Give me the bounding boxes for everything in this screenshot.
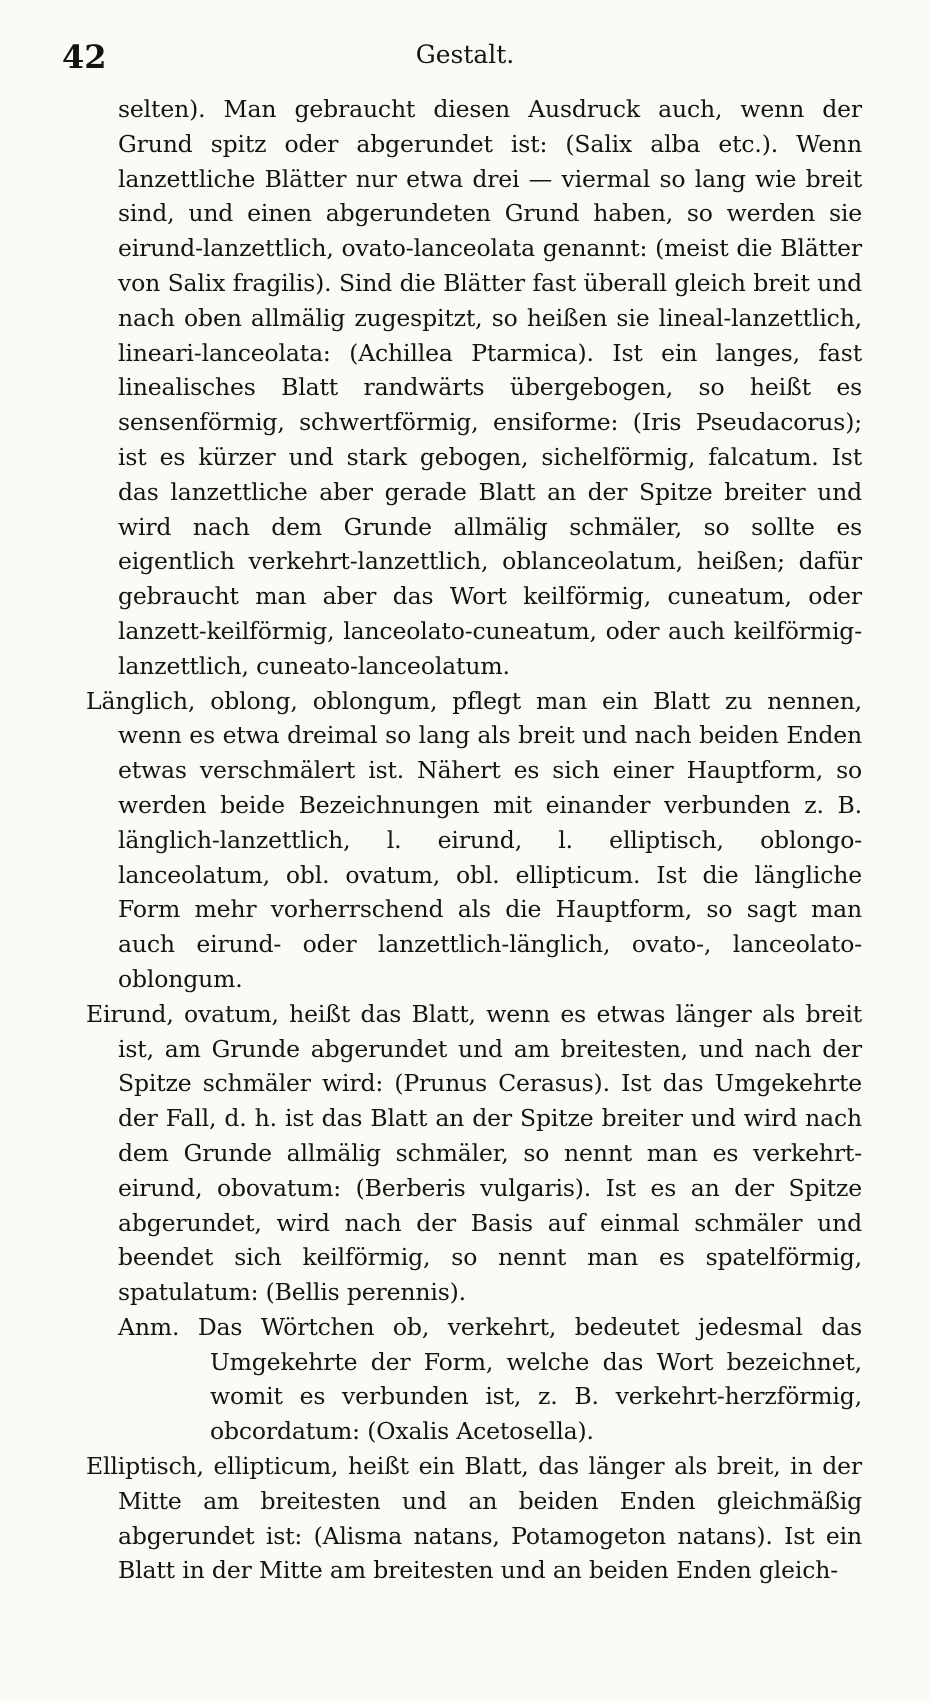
paragraph-laenglich: Länglich, oblong, oblongum, pflegt man ein Blatt zu nennen, wenn es etwa dreimal so lang als breit und nach beiden Enden etwas verschmälert ist. Nähert es sich einer Hauptform, so werden beide Bezeichnungen mit einander verbunden z. B. länglich-lanzettlich, l. eirund, l. elliptisch, oblongo-lanceolatum, obl. ovatum, obl. ellipticum. Ist die längliche Form mehr vorherrschend als die Hauptform, so sagt man auch eirund- oder lanzettlich-länglich, ovato-, lanceolato-oblongum.: [86, 686, 862, 993]
paragraph-eirund: Eirund, ovatum, heißt das Blatt, wenn es etwas länger als breit ist, am Grunde abgerundet und am breitesten, und nach der Spitze schmäler wird: (Prunus Cerasus). Ist das Umgekehrte der Fall, d. h. ist das Blatt an der Spitze breiter und wird nach dem Grunde allmälig schmäler, so nennt man es verkehrt-eirund, obovatum: (Berberis vulgaris). Ist es an der Spitze abgerundet, wird nach der Basis auf einmal schmäler und beendet sich keilförmig, so nennt man es spatelförmig, spatulatum: (Bellis perennis).: [86, 999, 862, 1307]
paragraph-elliptisch: Elliptisch, ellipticum, heißt ein Blatt, das länger als breit, in der Mitte am breitesten und an beiden Enden gleichmäßig abgerundet ist: (Alisma natans, Potamogeton natans). Ist ein Blatt in der Mitte am breitesten und an beiden Enden gleich-: [86, 1452, 862, 1585]
running-title: Gestalt.: [415, 40, 515, 69]
body-text: [0, 92, 930, 1588]
paragraph-continuation: selten). Man gebraucht diesen Ausdruck auch, wenn der Grund spitz oder abgerundet ist: (Salix alba etc.). Wenn lanzettliche Blätter nur etwa drei — viermal so lang wie breit sind, und einen abgerundeten Grund haben, so werden sie eirund-lanzettlich, ovato-lanceolata genannt: (meist die Blätter von Salix fragilis). Sind die Blätter fast überall gleich breit und nach oben allmälig zugespitzt, so heißen sie lineal-lanzettlich, lineari-lanceolata: (Achillea Ptarmica). Ist ein langes, fast linealisches Blatt randwärts übergebogen, so heißt es sensenförmig, schwertförmig, ensiforme: (Iris Pseudacorus); ist es kürzer und stark gebogen, sichelförmig, falcatum. Ist das lanzettliche aber gerade Blatt an der Spitze breiter und wird nach dem Grunde allmälig schmäler, so sollte es eigentlich verkehrt-lanzettlich, oblanceolatum, heißen; dafür gebraucht man aber das Wort keilförmig, cuneatum, oder lanzett-keilförmig, lanceolato-cuneatum, oder auch keilförmig-lanzettlich, cuneato-lanceolatum.: [118, 95, 862, 680]
page-header: [62, 38, 868, 78]
paragraph-annotation: Anm. Das Wörtchen ob, verkehrt, bedeutet jedesmal das Umgekehrte der Form, welche das Wort bezeichnet, womit es verbunden ist, z. B. verkehrt-herzförmig, obcordatum: (Oxalis Acetosella).: [118, 1312, 862, 1446]
page-number: 42: [62, 38, 107, 76]
